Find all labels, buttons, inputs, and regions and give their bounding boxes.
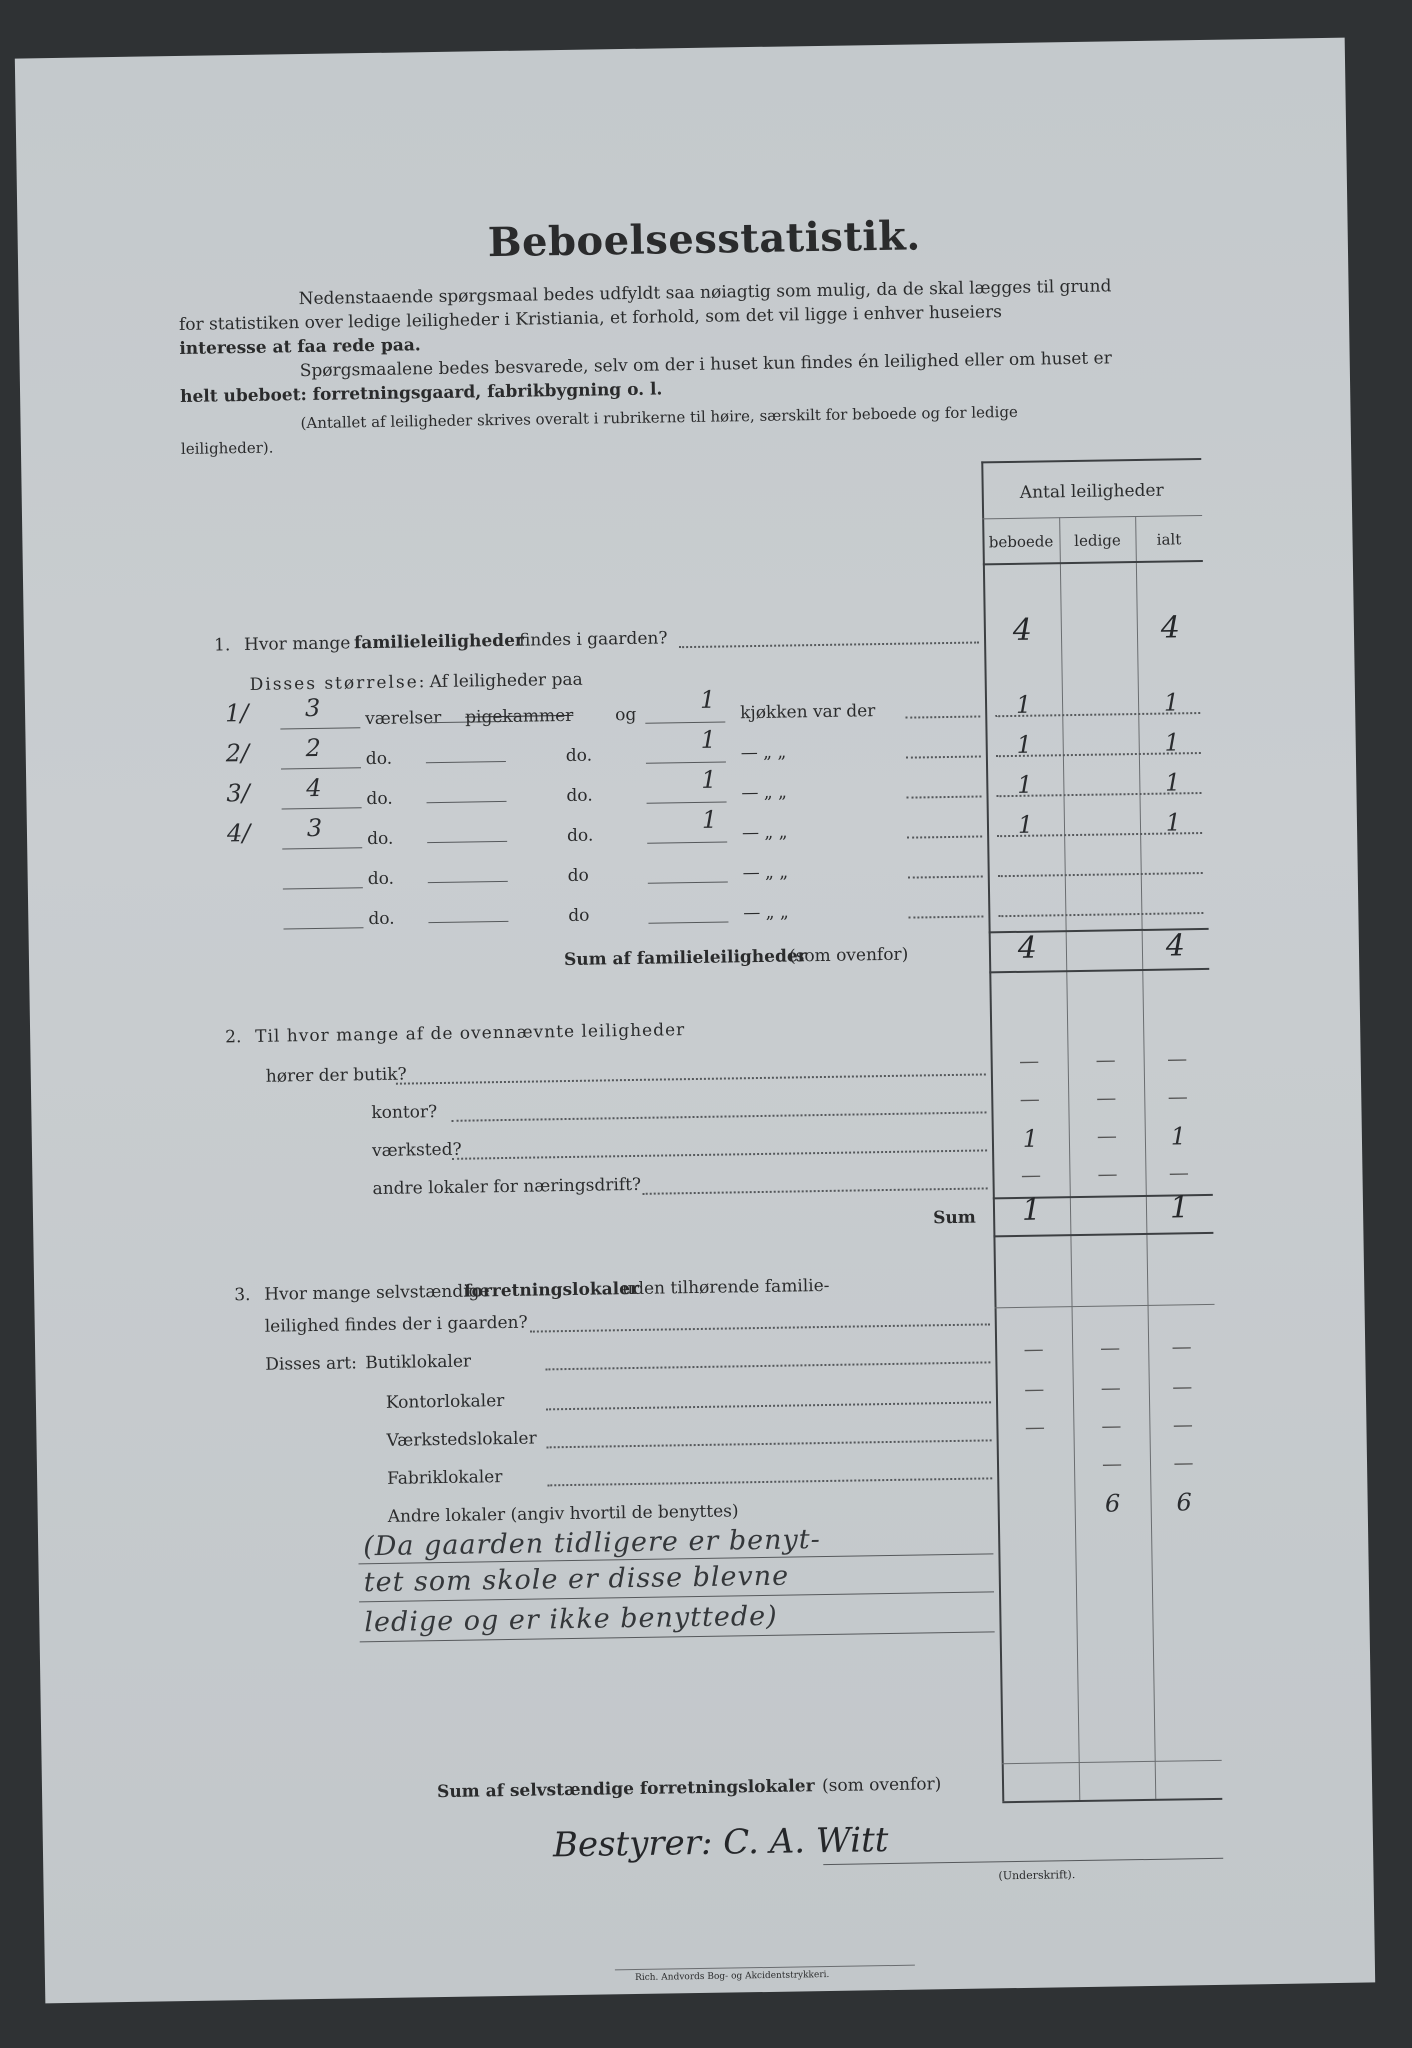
kitchen-underline xyxy=(647,801,727,803)
pigekammer-word: do xyxy=(567,865,589,886)
rooms-word: do. xyxy=(368,908,395,930)
table-group-header: Antal leiligheder xyxy=(1019,480,1164,503)
ledige-value: — xyxy=(1097,1161,1118,1186)
row-index: 1/ xyxy=(224,698,249,728)
kitchen-word: — „ „ xyxy=(743,902,789,924)
ledige-value: — xyxy=(1100,1335,1121,1360)
pigekammer-word: do. xyxy=(565,745,593,766)
ledige-value: — xyxy=(1095,1047,1116,1072)
q2-sum-label: Sum xyxy=(932,1207,976,1229)
table-top-rule xyxy=(981,458,1201,463)
q3-item-label: Butiklokaler xyxy=(365,1351,472,1374)
pigekammer-word: do. xyxy=(566,825,594,846)
beboede-value: 1 xyxy=(1016,730,1033,759)
ledige-value: — xyxy=(1100,1375,1122,1400)
beboede-value: — xyxy=(1023,1336,1044,1361)
beboede-value: — xyxy=(1019,1086,1040,1111)
page-title: Beboelsesstatistik. xyxy=(487,212,922,267)
beboede-value: — xyxy=(1024,1414,1046,1439)
beboede-value xyxy=(997,1490,1074,1491)
kitchen-value: 1 xyxy=(699,685,716,714)
intro-p3-line2: leiligheder). xyxy=(180,438,274,459)
q3-note-line3: ledige og er ikke benyttede) xyxy=(364,1600,778,1639)
intro-p2-line1: Spørgsmaalene bedes besvarede, selv om der i huset kun findes én leilighed eller om huset er xyxy=(299,348,1112,382)
ialt-value: — xyxy=(1173,1450,1194,1475)
pigekammer-underline xyxy=(428,921,508,923)
ialt-value xyxy=(1140,848,1207,849)
rooms-word: værelser xyxy=(365,707,442,730)
rooms-underline xyxy=(282,847,362,849)
ledige-value: 6 xyxy=(1104,1489,1121,1518)
beboede-value xyxy=(987,850,1064,851)
leader-dots xyxy=(530,1323,990,1332)
rooms-word: do. xyxy=(366,828,394,850)
q3-note-line1: (Da gaarden tidligere er benyt- xyxy=(362,1524,822,1563)
and-word: og xyxy=(615,704,637,726)
kitchen-word: — „ „ xyxy=(740,742,787,764)
cell-dots xyxy=(998,912,1203,917)
rooms-underline xyxy=(280,727,360,729)
table-group-rule xyxy=(982,515,1202,519)
beboede-value: — xyxy=(1018,1048,1040,1073)
ledige-value: — xyxy=(1101,1451,1123,1476)
q1-sum-label: Sum af familieleiligheder xyxy=(563,946,807,971)
kitchen-value: 1 xyxy=(701,805,718,834)
rooms-value: 4 xyxy=(306,773,322,803)
col-header-beboede: beboede xyxy=(988,532,1054,552)
leader-dots xyxy=(643,1187,988,1194)
q1-text-bold: familieleiligheder xyxy=(353,630,525,654)
ialt-value: — xyxy=(1167,1084,1188,1109)
beboede-value: 1 xyxy=(1022,1124,1039,1153)
signature-caption: (Underskrift). xyxy=(998,1868,1076,1883)
beboede-value xyxy=(988,890,1065,891)
q2-item-label: andre lokaler for næringsdrift? xyxy=(372,1174,642,1200)
q3-sum-label: Sum af selvstændige forretningslokaler xyxy=(436,1776,815,1803)
ledige-value: — xyxy=(1101,1413,1122,1438)
pigekammer-underline xyxy=(426,761,506,763)
q1-size-label2: Af leiligheder paa xyxy=(429,669,583,693)
ialt-value: — xyxy=(1172,1374,1193,1399)
beboede-value: 1 xyxy=(1015,690,1032,719)
intro-p3-line1: (Antallet af leiligheder skrives overalt i rubrikerne til høire, særskilt for beboede og for ledige xyxy=(300,402,1019,433)
q2-item-label: hører der butik? xyxy=(265,1064,407,1087)
q2-text: Til hvor mange af de ovennævnte leiligheder xyxy=(255,1020,686,1047)
ialt-value: 6 xyxy=(1176,1488,1192,1517)
q2-sum-bottom-rule xyxy=(993,1232,1213,1237)
ialt-value: — xyxy=(1172,1412,1194,1437)
printer-imprint: Rich. Andvords Bog- og Akcidentstrykkeri. xyxy=(634,1970,830,1984)
ialt-value: 1 xyxy=(1164,728,1181,757)
signature: Bestyrer: C. A. Witt xyxy=(552,1820,889,1866)
leader-dots xyxy=(906,755,981,758)
q1-sum-beboede: 4 xyxy=(1017,930,1038,966)
pigekammer-word: do. xyxy=(566,785,593,806)
q2-item-label: værksted? xyxy=(371,1139,462,1162)
rooms-word: do. xyxy=(367,868,395,890)
q3-item-label: Fabriklokaler xyxy=(387,1467,503,1489)
q3-text-line2: leilighed findes der i gaarden? xyxy=(264,1312,528,1337)
leader-dots xyxy=(545,1361,990,1370)
kitchen-word: kjøkken var der xyxy=(740,701,876,724)
table-header-rule xyxy=(983,560,1203,565)
beboede-value: — xyxy=(1020,1162,1042,1187)
pigekammer-underline xyxy=(427,841,507,843)
col-header-ledige: ledige xyxy=(1074,531,1121,550)
kitchen-underline xyxy=(648,881,728,883)
q3-item-label: Andre lokaler (angiv hvortil de benyttes) xyxy=(387,1501,739,1527)
leader-dots xyxy=(396,1073,986,1084)
cell-dots xyxy=(998,872,1203,877)
census-form-sheet xyxy=(15,38,1375,2004)
leader-dots xyxy=(452,1111,987,1121)
printer-rule xyxy=(615,1965,915,1971)
q3-art-label: Disses art: xyxy=(265,1353,358,1375)
intro-p1-line2: for statistiken over ledige leiligheder i Kristiania, et forhold, som det vil ligge i enhver huseiers xyxy=(178,302,1003,336)
kitchen-value: 1 xyxy=(700,725,717,754)
kitchen-underline xyxy=(647,841,727,843)
kitchen-word: — „ „ xyxy=(742,862,789,884)
q2-sum-ialt: 1 xyxy=(1169,1190,1190,1226)
leader-dots xyxy=(905,715,980,718)
q3-text-bold: forretningslokaler xyxy=(464,1278,640,1302)
rooms-underline xyxy=(283,887,363,889)
ledige-value: — xyxy=(1096,1123,1118,1148)
beboede-value xyxy=(997,1452,1074,1453)
kitchen-underline xyxy=(648,921,728,923)
ialt-value: 1 xyxy=(1165,808,1182,837)
leader-dots xyxy=(908,915,983,918)
rooms-word: do. xyxy=(366,788,393,810)
intro-p2-line2: helt ubeboet: forretningsgaard, fabrikbygning o. l. xyxy=(179,379,663,408)
row-index: 2/ xyxy=(225,738,250,768)
rooms-value: 2 xyxy=(305,733,322,763)
q1-text-pre: Hvor mange xyxy=(243,633,351,656)
ialt-value: — xyxy=(1168,1160,1190,1185)
q3-item-label: Værkstedslokaler xyxy=(386,1428,537,1451)
kitchen-word: — „ „ xyxy=(741,782,788,804)
leader-dots xyxy=(679,641,979,648)
rooms-underline xyxy=(284,927,364,929)
q1-sum-label-rest: (som ovenfor) xyxy=(788,944,909,967)
leader-dots xyxy=(907,835,982,838)
beboede-value: — xyxy=(1024,1376,1045,1401)
q3-item-label: Kontorlokaler xyxy=(385,1391,505,1413)
ialt-value: 1 xyxy=(1170,1122,1187,1151)
row-index: 3/ xyxy=(226,778,250,808)
q2-number: 2. xyxy=(225,1027,242,1048)
pigekammer-word: do xyxy=(568,905,590,926)
q3-sum-label-rest: (som ovenfor) xyxy=(821,1774,942,1797)
pigekammer-underline xyxy=(428,881,508,883)
beboede-value: 1 xyxy=(1017,810,1034,839)
kitchen-word: — „ „ xyxy=(741,822,788,844)
pigekammer-word: pigekammer xyxy=(465,705,574,728)
table-col-rule-1 xyxy=(1059,517,1080,1800)
intro-p1-line3: interesse at faa rede paa. xyxy=(179,335,421,360)
row-index: 4/ xyxy=(226,818,251,848)
leader-dots xyxy=(546,1401,991,1410)
q3-number: 3. xyxy=(234,1285,251,1306)
q1-ialt-value: 4 xyxy=(1160,610,1181,646)
rooms-underline xyxy=(281,767,361,769)
rooms-underline xyxy=(282,807,362,809)
pigekammer-underline xyxy=(427,801,507,803)
q1-number: 1. xyxy=(213,635,231,656)
leader-dots xyxy=(908,875,983,878)
beboede-value: 1 xyxy=(1016,770,1033,799)
rooms-value: 3 xyxy=(306,813,323,843)
q3-sum-top-rule xyxy=(1002,1760,1222,1764)
ledige-value: — xyxy=(1096,1085,1117,1110)
kitchen-underline xyxy=(646,761,726,763)
rooms-word: do. xyxy=(365,748,393,770)
kitchen-underline xyxy=(645,721,725,723)
ialt-value: — xyxy=(1171,1334,1192,1359)
q3-note-line2: tet som skole er disse blevne xyxy=(363,1560,790,1599)
col-header-ialt: ialt xyxy=(1156,530,1182,549)
q1-sum-ialt: 4 xyxy=(1165,928,1186,964)
q3-rule xyxy=(995,1304,1215,1308)
q3-text-pre: Hvor mange selvstændige xyxy=(264,1281,490,1305)
q3-sum-bottom-rule xyxy=(1002,1798,1222,1803)
leader-dots xyxy=(547,1439,992,1448)
q2-item-label: kontor? xyxy=(371,1102,438,1124)
q1-text-post: findes i gaarden? xyxy=(518,628,668,651)
q3-text-post: uden tilhørende familie- xyxy=(622,1275,830,1300)
intro-p1-line1: Nedenstaaende spørgsmaal bedes udfyldt saa nøiagtig som mulig, da de skal lægges til grund xyxy=(298,276,1112,310)
ialt-value: 1 xyxy=(1163,688,1180,717)
q2-sum-beboede: 1 xyxy=(1021,1192,1042,1228)
leader-dots xyxy=(907,795,982,798)
kitchen-value: 1 xyxy=(701,765,717,794)
ialt-value xyxy=(1141,888,1208,889)
leader-dots xyxy=(547,1477,992,1486)
q1-size-label: Disses størrelse: xyxy=(249,672,427,695)
ialt-value: — xyxy=(1166,1046,1188,1071)
ialt-value: 1 xyxy=(1164,768,1181,797)
q1-sum-bottom-rule xyxy=(989,968,1209,973)
q1-beboede-value: 4 xyxy=(1012,612,1033,648)
leader-dots xyxy=(452,1149,987,1159)
rooms-value: 3 xyxy=(304,693,321,723)
